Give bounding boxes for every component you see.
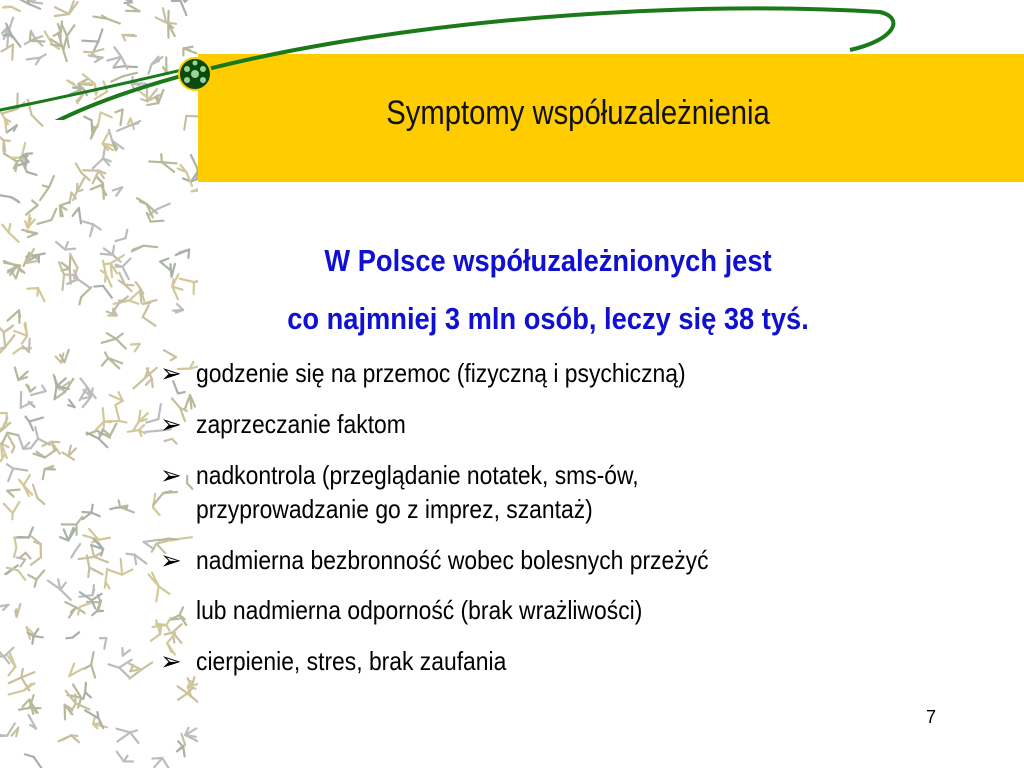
bullet-text: godzenie się na przemoc (fizyczną i psychiczną) bbox=[196, 358, 686, 388]
arrow-bullet-icon: ➢ bbox=[160, 460, 182, 490]
bullet-item bbox=[160, 407, 920, 441]
bullet-text: zaprzeczanie faktom bbox=[196, 409, 406, 439]
bullet-text: nadkontrola (przeglądanie notatek, sms-ów, bbox=[196, 460, 639, 490]
bullet-item bbox=[160, 356, 920, 390]
arrow-bullet-icon: ➢ bbox=[160, 545, 182, 575]
arrow-bullet-icon: ➢ bbox=[160, 358, 182, 388]
bullet-item bbox=[160, 644, 920, 678]
bullet-item bbox=[160, 543, 920, 577]
heading-line-1: W Polsce współuzależnionych jest bbox=[324, 243, 772, 278]
arrow-bullet-icon: ➢ bbox=[160, 646, 182, 676]
page-number: 7 bbox=[926, 707, 937, 727]
heading-line-2: co najmniej 3 mln osób, leczy się 38 tyś. bbox=[287, 301, 809, 336]
bullet-continuation-text: lub nadmierna odporność (brak wrażliwości) bbox=[196, 595, 643, 625]
bullet-item bbox=[160, 458, 920, 492]
slide-title: Symptomy współuzależnienia bbox=[386, 94, 770, 132]
bullet-text: cierpienie, stres, brak zaufania bbox=[196, 646, 507, 676]
bullet-list bbox=[160, 352, 920, 678]
bullet-continuation-text: przyprowadzanie go z imprez, szantaż) bbox=[196, 494, 593, 524]
bullet-text: nadmierna bezbronność wobec bolesnych przeżyć bbox=[196, 545, 709, 575]
arrow-bullet-icon: ➢ bbox=[160, 409, 182, 439]
